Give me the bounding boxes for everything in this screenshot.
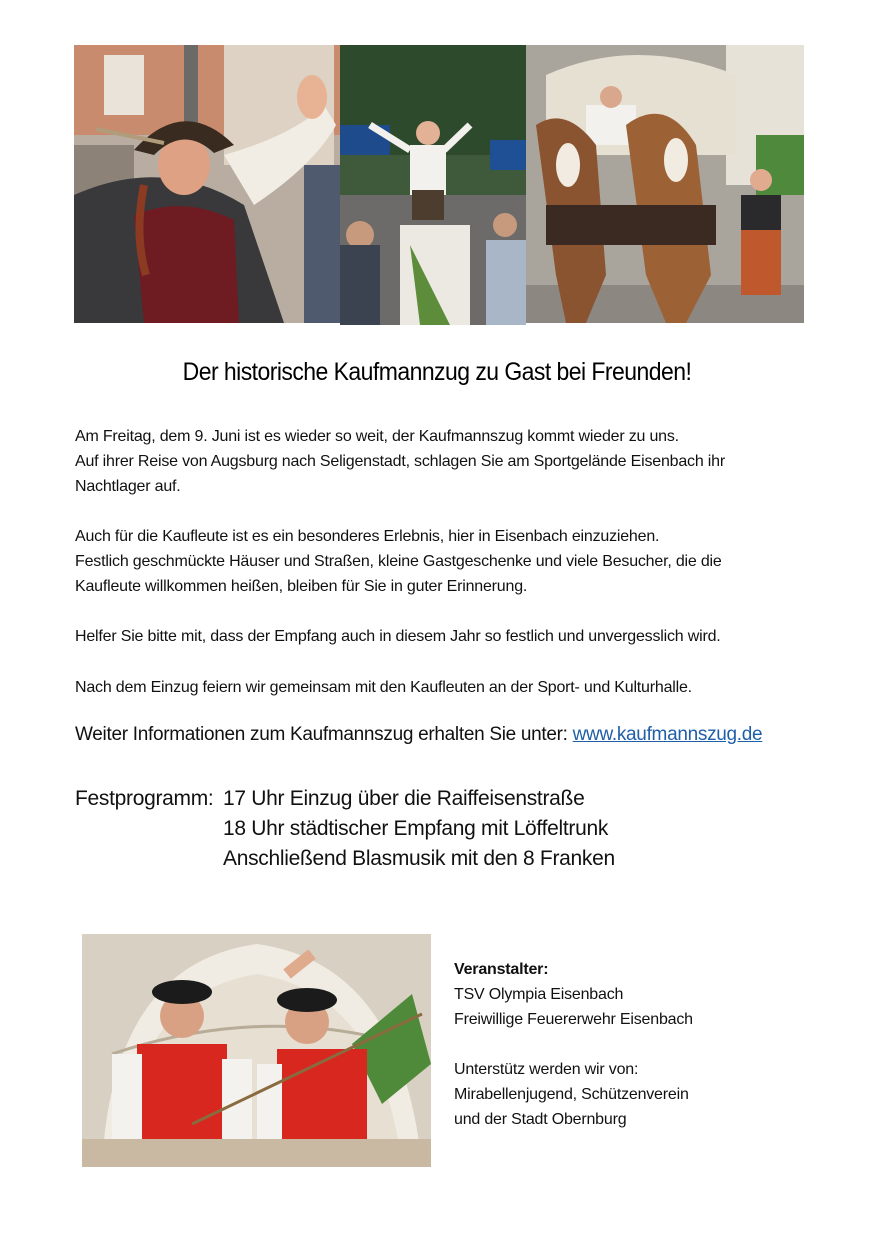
page-title: Der historische Kaufmannzug zu Gast bei Freunden! xyxy=(182,358,692,386)
info-text: Weiter Informationen zum Kaufmannszug erhalten Sie unter: xyxy=(75,724,573,745)
photo-costumed-woman xyxy=(74,45,340,323)
paragraph-line: Auf ihrer Reise von Augsburg nach Seligenstadt, schlagen Sie am Sportgelände Eisenbach ihr xyxy=(75,453,725,470)
paragraph-line: Nachtlager auf. xyxy=(75,478,181,495)
paragraph-help xyxy=(75,624,815,649)
paragraph-line: Festlich geschmückte Häuser und Straßen, kleine Gastgeschenke und viele Besucher, die die xyxy=(75,553,722,570)
organizer-block xyxy=(454,957,693,1132)
paragraph-experience xyxy=(75,524,815,599)
paragraph-celebration xyxy=(75,675,815,700)
info-line xyxy=(75,724,762,746)
program-item: Anschließend Blasmusik mit den 8 Franken xyxy=(223,847,615,870)
photo-festival-entertainer xyxy=(340,45,526,325)
paragraph-line: Auch für die Kaufleute ist es ein besonderes Erlebnis, hier in Eisenbach einzuziehen. xyxy=(75,528,660,545)
program-item: 17 Uhr Einzug über die Raiffeisenstraße xyxy=(223,787,585,810)
program-label: Festprogramm: xyxy=(75,787,214,810)
support-line: und der Stadt Obernburg xyxy=(454,1111,627,1128)
organizer-line: Freiwillige Feuererwehr Eisenbach xyxy=(454,1011,693,1028)
program-items xyxy=(223,784,615,874)
paragraph-intro xyxy=(75,424,815,499)
paragraph-line: Am Freitag, dem 9. Juni ist es wieder so weit, der Kaufmannszug kommt wieder zu uns. xyxy=(75,428,679,445)
organizer-heading: Veranstalter: xyxy=(454,961,549,978)
paragraph-line: Kaufleute willkommen heißen, bleiben für Sie in guter Erinnerung. xyxy=(75,578,528,595)
paragraph-line: Nach dem Einzug feiern wir gemeinsam mit den Kaufleuten an der Sport- und Kulturhalle. xyxy=(75,679,692,696)
support-heading: Unterstütz werden wir von: xyxy=(454,1061,639,1078)
program-item: 18 Uhr städtischer Empfang mit Löffeltrunk xyxy=(223,817,609,840)
organizer-line: TSV Olympia Eisenbach xyxy=(454,986,624,1003)
paragraph-line: Helfer Sie bitte mit, dass der Empfang auch in diesem Jahr so festlich und unvergesslich wird. xyxy=(75,628,721,645)
support-line: Mirabellenjugend, Schützenverein xyxy=(454,1086,689,1103)
photo-wagon-riders xyxy=(82,934,431,1167)
photo-horse-wagon xyxy=(526,45,804,323)
website-link[interactable]: www.kaufmannszug.de xyxy=(572,724,763,745)
